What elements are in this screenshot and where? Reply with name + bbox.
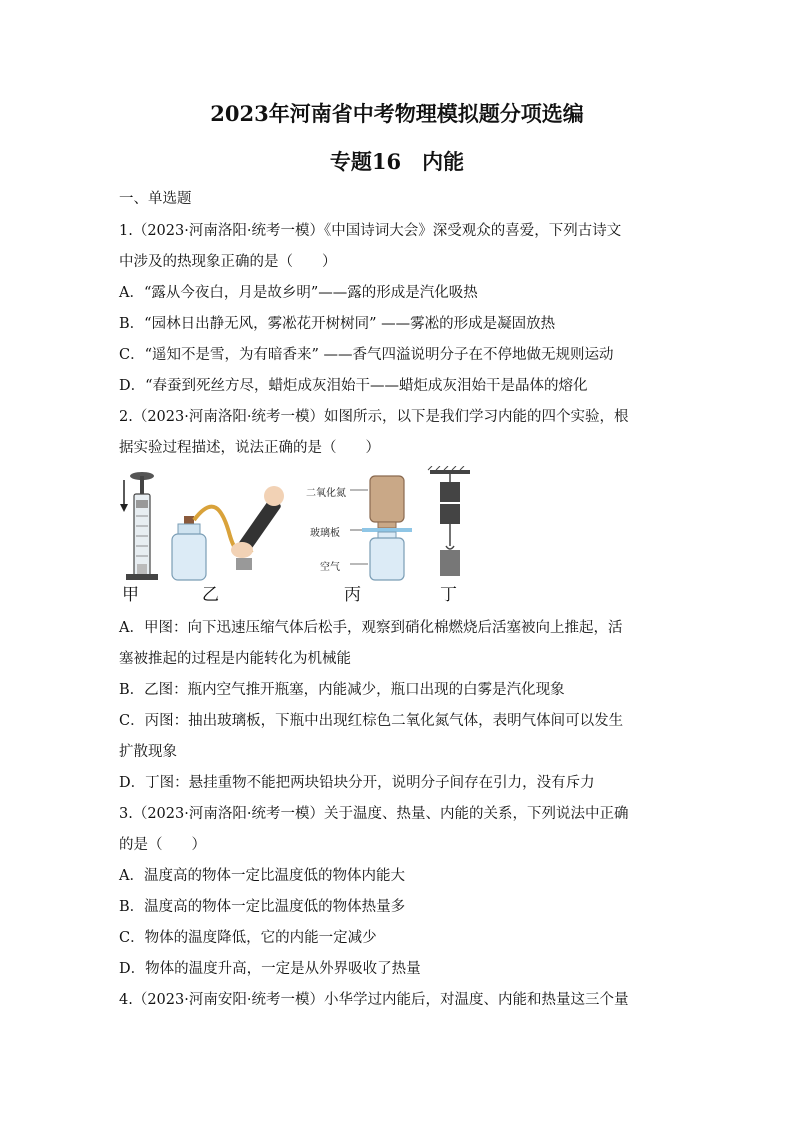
- q3-stem-line2: 的是（ ）: [119, 837, 206, 853]
- q1-stem-line2: 中涉及的热现象正确的是（ ）: [119, 254, 337, 270]
- q1-stem-line1: 1.（2023·河南洛阳·统考一模）《中国诗词大会》深受观众的喜爱，下列古诗文: [119, 223, 622, 239]
- q3-option-c: C．物体的温度降低，它的内能一定减少: [119, 930, 377, 946]
- q3-option-b: B．温度高的物体一定比温度低的物体热量多: [119, 899, 406, 915]
- q2-option-c-line1: C．丙图：抽出玻璃板，下瓶中出现红棕色二氧化氮气体，表明气体间可以发生: [119, 713, 624, 729]
- label-glass-plate: 玻璃板: [310, 528, 340, 539]
- q1-option-b: B．“园林日出静无风，雾凇花开树树同” ——雾凇的形成是凝固放热: [119, 316, 556, 332]
- document-subtitle: 专题16 内能: [329, 149, 465, 174]
- q3-option-d: D．物体的温度升高，一定是从外界吸收了热量: [119, 961, 421, 977]
- figure-caption-bing: 丙: [344, 585, 361, 605]
- figure-caption-yi: 乙: [202, 585, 219, 605]
- figure-caption-jia: 甲: [122, 585, 139, 605]
- q3-stem-line1: 3.（2023·河南洛阳·统考一模）关于温度、热量、内能的关系，下列说法中正确: [119, 806, 629, 822]
- q2-option-d: D．丁图：悬挂重物不能把两块铅块分开，说明分子间存在引力，没有斥力: [119, 775, 595, 791]
- q2-stem-line2: 据实验过程描述，说法正确的是（ ）: [119, 440, 380, 456]
- q4-stem-line1: 4.（2023·河南安阳·统考一模）小华学过内能后，对温度、内能和热量这三个量: [119, 992, 629, 1008]
- q2-option-c-line2: 扩散现象: [119, 744, 177, 760]
- q1-option-d: D．“春蚕到死丝方尽，蜡炬成灰泪始干——蜡炬成灰泪始干是晶体的熔化: [119, 378, 588, 394]
- q2-option-a-line2: 塞被推起的过程是内能转化为机械能: [119, 651, 351, 667]
- diffusion-bottles-apparatus: [350, 476, 412, 580]
- q1-option-c: C．“遥知不是雪，为有暗香来” ——香气四溢说明分子在不停地做无规则运动: [119, 347, 614, 363]
- bottle-pump-apparatus: [172, 486, 284, 580]
- document-title: 2023年河南省中考物理模拟题分项选编: [210, 101, 584, 126]
- q2-option-a-line1: A．甲图：向下迅速压缩气体后松手，观察到硝化棉燃烧后活塞被向上推起，活: [119, 620, 623, 636]
- q3-option-a: A．温度高的物体一定比温度低的物体内能大: [119, 868, 405, 884]
- label-air: 空气: [320, 562, 340, 573]
- figure-caption-ding: 丁: [440, 585, 457, 605]
- q1-option-a: A．“露从今夜白，月是故乡明”——露的形成是汽化吸热: [119, 285, 478, 301]
- compression-tube-apparatus: [120, 472, 158, 580]
- lead-blocks-apparatus: [428, 466, 470, 576]
- label-no2: 二氧化氮: [306, 488, 346, 499]
- section-heading: 一、单选题: [119, 191, 192, 207]
- q2-option-b: B．乙图：瓶内空气推开瓶塞，内能减少，瓶口出现的白雾是汽化现象: [119, 682, 565, 698]
- q2-stem-line1: 2.（2023·河南洛阳·统考一模）如图所示，以下是我们学习内能的四个实验，根: [119, 409, 629, 425]
- q2-experiment-figure: [112, 466, 592, 606]
